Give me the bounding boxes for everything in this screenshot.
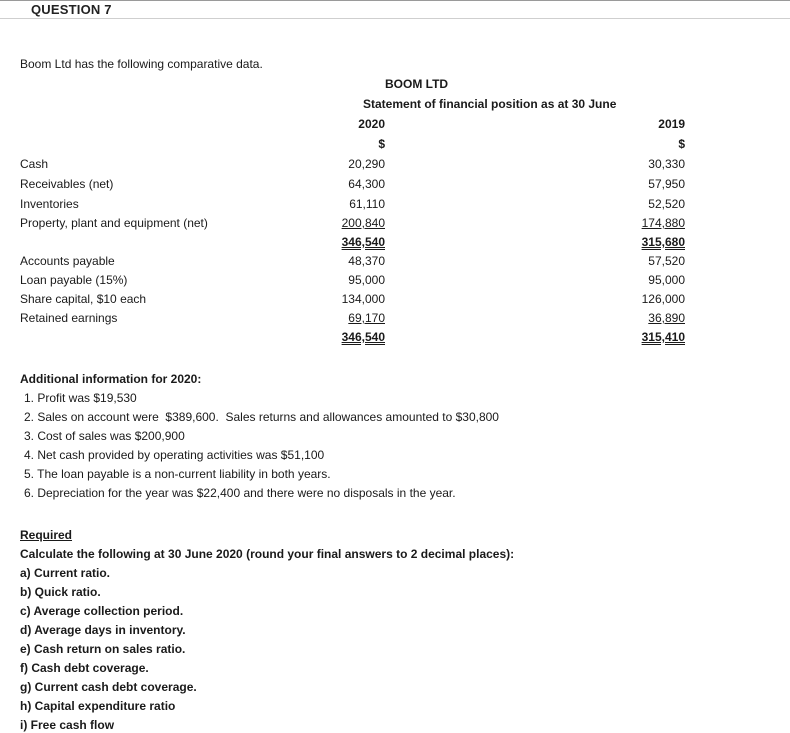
required-item: i) Free cash flow [20,718,115,732]
additional-info-item: 5. The loan payable is a non-current liability in both years. [24,467,331,481]
asset-value-2020: 200,840 [341,216,385,230]
company-name: BOOM LTD [385,77,449,91]
liability-label: Loan payable (15%) [20,273,128,287]
additional-info-item: 3. Cost of sales was $200,900 [24,429,185,443]
required-item: d) Average days in inventory. [20,623,186,637]
total-liabilities-equity-2020: 346,540 [341,330,385,344]
total-assets-2020: 346,540 [341,235,385,249]
required-item: c) Average collection period. [20,604,184,618]
liability-value-2019: 57,520 [648,254,685,268]
total-liabilities-equity-2019: 315,410 [641,330,685,344]
equity-value-2020: 69,170 [348,311,385,325]
required-heading: Required [20,528,73,542]
required-item: f) Cash debt coverage. [20,661,149,675]
question-title: QUESTION 7 [31,2,112,17]
year-2020-header: 2020 [358,117,385,131]
equity-value-2020: 134,000 [341,292,385,306]
asset-label: Property, plant and equipment (net) [20,216,208,230]
asset-value-2019: 30,330 [648,157,685,171]
equity-label: Share capital, $10 each [20,292,147,306]
equity-label: Retained earnings [20,311,118,325]
currency-2019: $ [678,137,685,151]
asset-value-2020: 64,300 [348,177,385,191]
liability-value-2019: 95,000 [648,273,685,287]
currency-2020: $ [378,137,385,151]
question-header [0,0,790,19]
equity-value-2019: 36,890 [648,311,685,325]
required-instruction: Calculate the following at 30 June 2020 (round your final answers to 2 decimal places): [20,547,515,561]
asset-label: Cash [20,157,49,171]
asset-value-2020: 61,110 [349,197,385,211]
asset-value-2019: 57,950 [648,177,685,191]
liability-value-2020: 95,000 [348,273,385,287]
liability-label: Accounts payable [20,254,115,268]
required-item: e) Cash return on sales ratio. [20,642,186,656]
intro-text: Boom Ltd has the following comparative data. [20,57,263,71]
required-item: h) Capital expenditure ratio [20,699,176,713]
asset-value-2020: 20,290 [348,157,385,171]
required-item: b) Quick ratio. [20,585,101,599]
total-assets-2019: 315,680 [641,235,685,249]
additional-info-heading: Additional information for 2020: [20,372,202,386]
asset-value-2019: 52,520 [648,197,685,211]
asset-value-2019: 174,880 [641,216,685,230]
additional-info-item: 6. Depreciation for the year was $22,400 and there were no disposals in the year. [24,486,456,500]
required-item: a) Current ratio. [20,566,111,580]
equity-value-2019: 126,000 [641,292,685,306]
year-2019-header: 2019 [658,117,685,131]
liability-value-2020: 48,370 [348,254,385,268]
additional-info-item: 4. Net cash provided by operating activities was $51,100 [24,448,325,462]
asset-label: Receivables (net) [20,177,114,191]
additional-info-item: 2. Sales on account were $389,600. Sales returns and allowances amounted to $30,800 [24,410,499,424]
required-item: g) Current cash debt coverage. [20,680,197,694]
statement-title: Statement of financial position as at 30 June [363,97,617,111]
asset-label: Inventories [20,197,79,211]
additional-info-item: 1. Profit was $19,530 [24,391,137,405]
